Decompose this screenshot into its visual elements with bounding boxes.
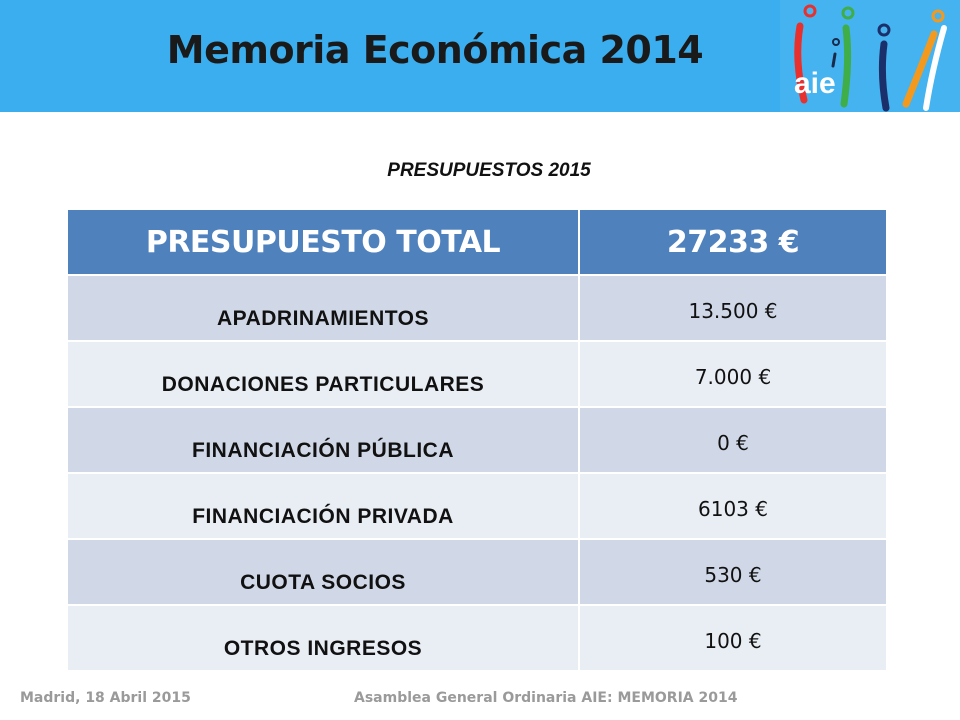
table-row [68, 540, 886, 606]
budget-table [68, 210, 886, 672]
row-label: CUOTA SOCIOS [240, 571, 406, 594]
header-label: PRESUPUESTO TOTAL [68, 210, 580, 276]
table-row [68, 276, 886, 342]
section-subtitle: PRESUPUESTOS 2015 [387, 160, 591, 181]
footer-date: Madrid, 18 Abril 2015 [20, 690, 191, 706]
table-row [68, 408, 886, 474]
table-row [68, 606, 886, 672]
row-value: 6103 € [698, 497, 768, 521]
row-value: 7.000 € [694, 365, 772, 389]
row-value: 530 € [704, 563, 762, 587]
footer-event: Asamblea General Ordinaria AIE: MEMORIA 2014 [354, 690, 738, 706]
row-value: 100 € [704, 629, 762, 653]
row-value: 0 € [717, 431, 749, 455]
header-value: 27233 € [580, 210, 886, 276]
page-title: Memoria Económica 2014 [166, 28, 704, 72]
logo-text: aie [794, 67, 836, 100]
table-row [68, 342, 886, 408]
table-header-row [68, 210, 886, 276]
row-label: FINANCIACIÓN PÚBLICA [192, 439, 454, 462]
row-label: OTROS INGRESOS [223, 637, 423, 660]
row-label: DONACIONES PARTICULARES [161, 373, 485, 396]
aie-logo-graphic [780, 0, 960, 112]
aie-logo [780, 0, 960, 112]
row-label: APADRINAMIENTOS [216, 307, 430, 330]
table-row [68, 474, 886, 540]
row-value: 13.500 € [688, 299, 778, 323]
row-label: FINANCIACIÓN PRIVADA [192, 505, 454, 528]
header-bar [0, 0, 960, 112]
